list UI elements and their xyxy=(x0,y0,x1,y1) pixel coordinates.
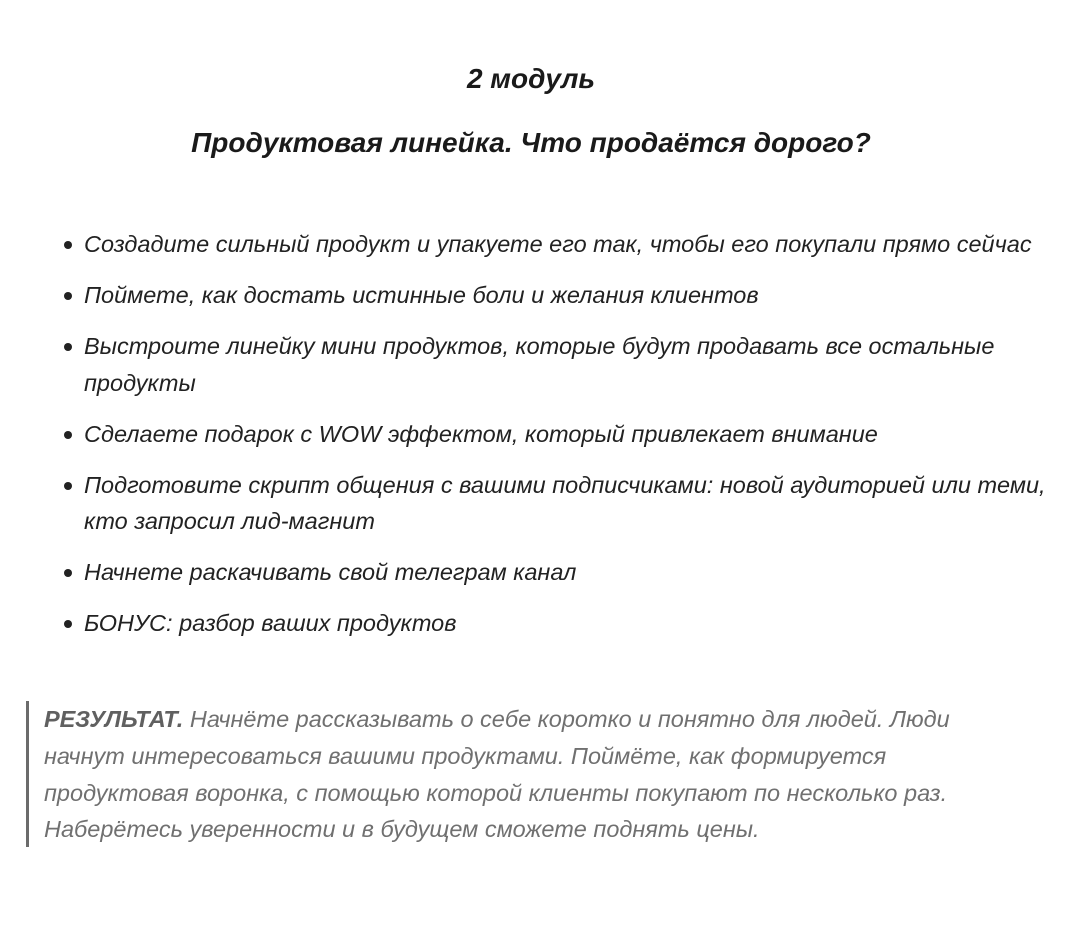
list-item-text: БОНУС: разбор ваших продуктов xyxy=(84,610,457,636)
module-number-heading: 2 модуль xyxy=(466,63,596,94)
module-title-heading: Продуктовая линейка. Что продаётся дорого? xyxy=(191,127,871,158)
outcomes-list xyxy=(60,226,1050,656)
list-item xyxy=(60,416,1050,453)
list-item-text: Создадите сильный продукт и упакуете его так, чтобы его покупали прямо сейчас xyxy=(84,231,1032,257)
list-item xyxy=(60,277,1050,314)
list-item-text: Поймете, как достать истинные боли и желания клиентов xyxy=(84,282,759,308)
list-item xyxy=(60,605,1050,642)
list-item xyxy=(60,328,1050,401)
bullet-icon xyxy=(64,343,72,351)
list-item-text: Сделаете подарок с WOW эффектом, который привлекает внимание xyxy=(84,420,878,447)
list-item xyxy=(60,226,1050,263)
bullet-icon xyxy=(64,620,72,628)
bullet-icon xyxy=(64,431,72,439)
list-item-text: Выстроите линейку мини продуктов, которые будут продавать все остальные продукты xyxy=(84,333,995,396)
list-item-text: Начнете раскачивать свой телеграм канал xyxy=(84,559,577,585)
result-label: РЕЗУЛЬТАТ. xyxy=(44,706,184,732)
bullet-icon xyxy=(64,482,72,490)
list-item xyxy=(60,467,1050,540)
bullet-icon xyxy=(64,569,72,577)
list-item xyxy=(60,554,1050,591)
bullet-icon xyxy=(64,241,72,249)
result-text: Начнёте рассказывать о себе коротко и понятно для людей. Люди начнут интересоваться вашими продуктами. Поймёте, как формируется продуктовая воронка, с помощью которой клиенты покупают по несколько раз. Наберётесь уверенности и в будущем сможете поднять цены. xyxy=(44,706,950,843)
list-item-text: Подготовите скрипт общения с вашими подписчиками: новой аудиторией или теми, кто запросил лид-магнит xyxy=(84,471,1046,534)
bullet-icon xyxy=(64,292,72,300)
result-blockquote xyxy=(26,701,1026,847)
